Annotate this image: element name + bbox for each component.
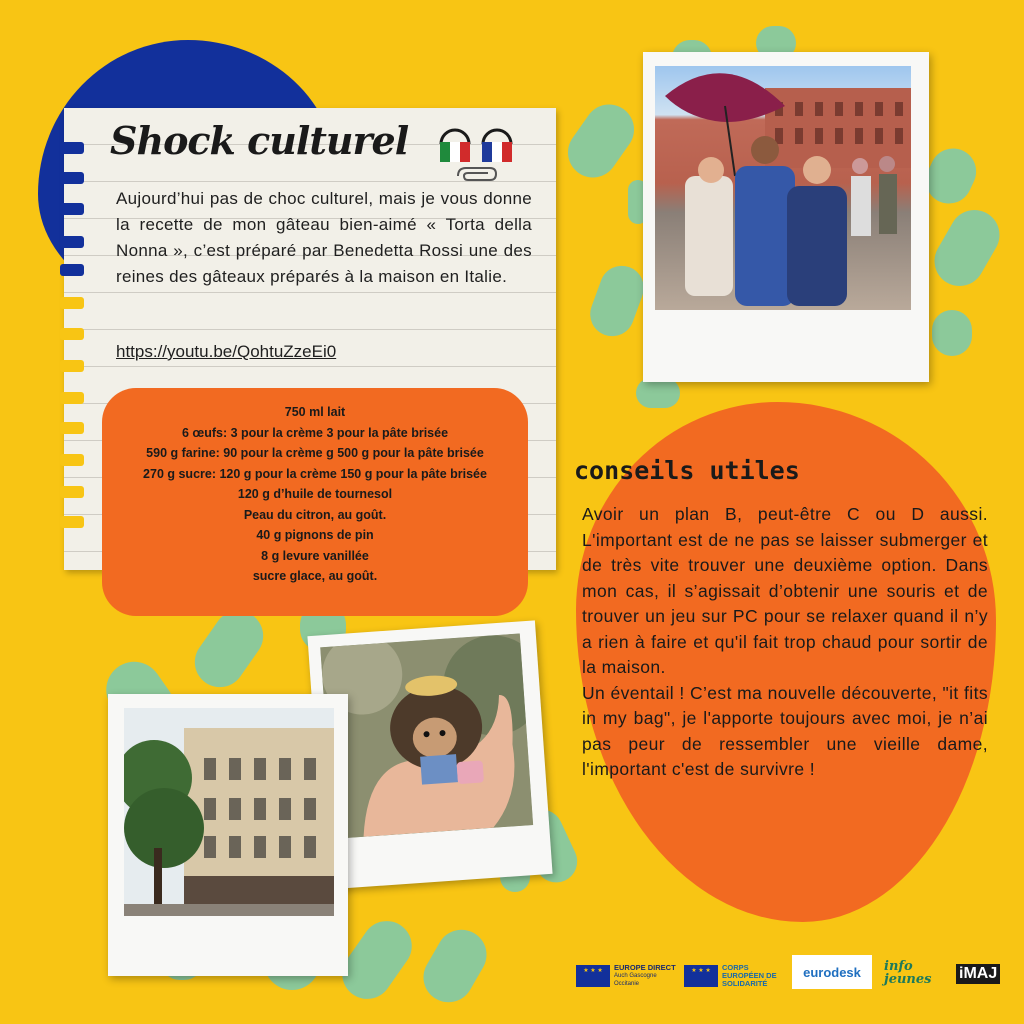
recipe-item: 8 g levure vanillée (261, 548, 369, 563)
note-title: Shock culturel (110, 118, 409, 163)
eu-flag-icon (684, 965, 718, 987)
paperclip-icon (452, 164, 500, 186)
corps-label: CORPS EUROPÉEN DE SOLIDARITÉ (722, 963, 777, 988)
building-photo (124, 708, 334, 916)
decor-pill (414, 921, 495, 1012)
recipe-item: 6 œufs: 3 pour la crème 3 pour la pâte brisée (181, 425, 449, 440)
conseils-paragraph-1: Avoir un plan B, peut-être C ou D aussi. L'important est de ne pas se laisser submerger et de très vite trouver une deuxième option. Dans mon cas, il s’agissait d’obtenir une souris et de trouver un jeu sur PC pour se relaxer quand il n’y a rien à faire et qu'il fait trop chaud pour sortir de la maison. (582, 504, 988, 677)
hedgehog-photo (320, 633, 533, 838)
eurodesk-logo (792, 955, 872, 989)
note-hole (60, 236, 84, 248)
recipe-item: 120 g d’huile de tournesol (237, 487, 393, 501)
note-hole (60, 328, 84, 340)
note-hole (60, 486, 84, 498)
polaroid-building-photo (108, 694, 348, 976)
recipe-item: 40 g pignons de pin (256, 528, 374, 542)
recipe-item: sucre glace, au goût. (252, 569, 378, 583)
info-jeunes-logo (884, 960, 948, 986)
recipe-list (102, 402, 528, 587)
decor-pill (558, 95, 644, 188)
recipe-item: 590 g farine: 90 pour la crème g 500 g pour la pâte brisée (146, 446, 484, 460)
note-hole (60, 422, 84, 434)
note-hole (60, 360, 84, 372)
imaj-logo (956, 964, 1000, 984)
note-hole (60, 392, 84, 404)
decor-pill (925, 201, 1008, 295)
corps-solidarite-logo (684, 964, 784, 988)
group-photo (655, 66, 911, 310)
italy-flag-icon (438, 124, 472, 164)
imaj-label: iMAJ (956, 964, 1000, 984)
polaroid-group-photo (643, 52, 929, 382)
note-hole (60, 454, 84, 466)
recipe-item: 750 ml lait (284, 405, 346, 419)
note-hole (60, 172, 84, 184)
note-hole (60, 297, 84, 309)
decor-pill (584, 260, 650, 343)
conseils-title: conseils utiles (574, 456, 800, 485)
decor-pill (636, 378, 680, 408)
note-paragraph: Aujourd’hui pas de choc culturel, mais je vous donne la recette de mon gâteau bien-aimé « Torta della Nonna », c’est préparé par Benedetta Rossi une des reines des gâteaux préparés à la maison en Italie. (116, 189, 532, 286)
france-flag-icon (480, 124, 514, 164)
conseils-paragraph-2: Un éventail ! C’est ma nouvelle découverte, "it fits in my bag", je l'apporte toujours avec moi, je n’ai pas peur de ressembler une vieille dame, l'important c'est de survivre ! (582, 682, 988, 779)
note-hole (60, 264, 84, 276)
eu-flag-icon (576, 965, 610, 987)
note-hole (60, 516, 84, 528)
recipe-item: 270 g sucre: 120 g pour la crème 150 g pour la pâte brisée (143, 466, 487, 481)
recipe-item: Peau du citron, au goût. (243, 507, 387, 522)
youtube-link[interactable]: https://youtu.be/QohtuZzeEi0 (116, 342, 337, 361)
decor-pill (932, 310, 972, 356)
note-hole (60, 203, 84, 215)
europe-direct-logo (576, 964, 676, 988)
conseils-text (582, 502, 988, 783)
eurodesk-label: eurodesk (803, 964, 861, 980)
note-hole (60, 142, 84, 154)
europe-direct-label: EUROPE DIRECT (614, 963, 676, 972)
europe-direct-sub: Auch Gascogne Occitanie (614, 973, 657, 987)
info-jeunes-label: info jeunes (884, 959, 932, 987)
